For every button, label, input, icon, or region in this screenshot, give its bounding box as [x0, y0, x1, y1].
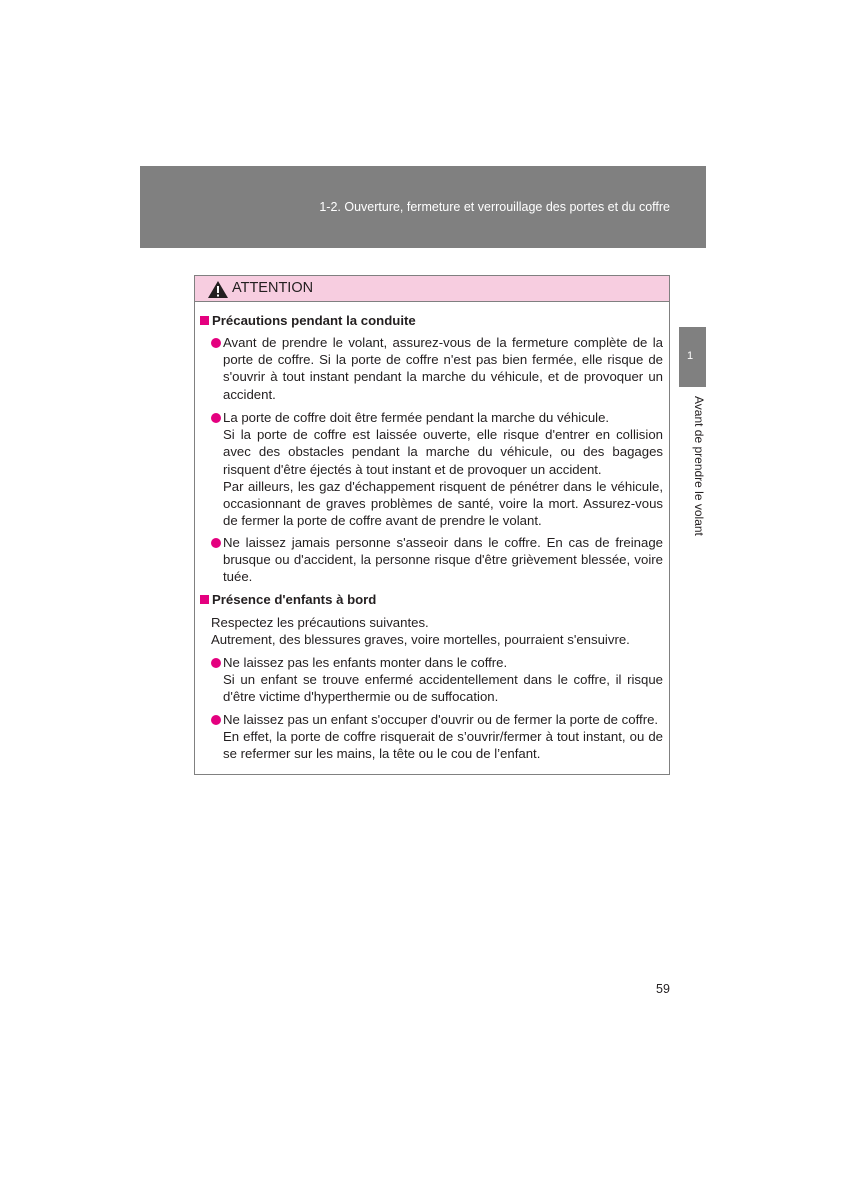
paragraph: En effet, la porte de coffre risquerait de s’ouvrir/fermer à tout instant, ou de se refermer sur les mains, la tête ou le cou de l’enfant. [223, 729, 663, 762]
warning-label: ATTENTION [232, 280, 314, 296]
bullet-dot-icon [211, 658, 221, 668]
list-item [211, 711, 663, 763]
chapter-header-band [140, 166, 706, 248]
list-item [211, 334, 663, 403]
section-title-text: Présence d'enfants à bord [212, 592, 377, 607]
paragraph: Par ailleurs, les gaz d'échappement risquent de pénétrer dans le véhicule, occasionnant de graves problèmes de santé, voire la mort. Assurez-vous de fermer la porte de coffre avant de prendre le volant. [223, 478, 663, 529]
list-item [211, 654, 663, 706]
section-square-icon [200, 316, 209, 325]
paragraph: Si un enfant se trouve enfermé accidentellement dans le coffre, il risque d'être victime d'hyperthermie ou de suffocation. [223, 672, 663, 705]
warning-box [194, 275, 670, 775]
chapter-number: 1 [687, 350, 694, 362]
warning-content [195, 276, 669, 774]
paragraph: Ne laissez pas un enfant s'occuper d'ouvrir ou de fermer la porte de coffre. [223, 712, 659, 727]
section-title-text: Précautions pendant la conduite [212, 313, 416, 328]
list-item [211, 409, 663, 529]
bullet-dot-icon [211, 538, 221, 548]
chapter-side-title: Avant de prendre le volant [692, 396, 706, 536]
bullet-dot-icon [211, 715, 221, 725]
section-title [200, 312, 416, 329]
paragraph: Avant de prendre le volant, assurez-vous de la fermeture complète de la porte de coffre. Si la porte de coffre n'est pas bien fermée, elle risque de s'ouvrir à tout instant pendant la marche du véhicule, et de provoquer un accident. [223, 335, 663, 402]
section-intro [211, 614, 663, 648]
section-square-icon [200, 595, 209, 604]
list-item [211, 534, 663, 586]
section-header-title: 1-2. Ouverture, fermeture et verrouillage des portes et du coffre [319, 200, 670, 214]
paragraph: Ne laissez jamais personne s'asseoir dans le coffre. En cas de freinage brusque ou d'accident, la personne risque d'être grièvement blessée, voire tuée. [223, 535, 663, 585]
bullet-dot-icon [211, 413, 221, 423]
paragraph: La porte de coffre doit être fermée pendant la marche du véhicule. [223, 410, 610, 425]
paragraph: Autrement, des blessures graves, voire mortelles, pourraient s'ensuivre. [211, 632, 630, 648]
paragraph: Ne laissez pas les enfants monter dans le coffre. [223, 655, 508, 670]
chapter-tab [679, 327, 706, 387]
section-title [200, 591, 376, 608]
paragraph: Respectez les précautions suivantes. [211, 615, 429, 630]
page-number: 59 [656, 982, 670, 996]
paragraph: Si la porte de coffre est laissée ouverte, elle risque d'entrer en collision avec des obstacles pendant la marche du véhicule, ou des bagages risquent d'être éjectés à tout instant et de provoquer un accident. [223, 427, 663, 477]
bullet-dot-icon [211, 338, 221, 348]
